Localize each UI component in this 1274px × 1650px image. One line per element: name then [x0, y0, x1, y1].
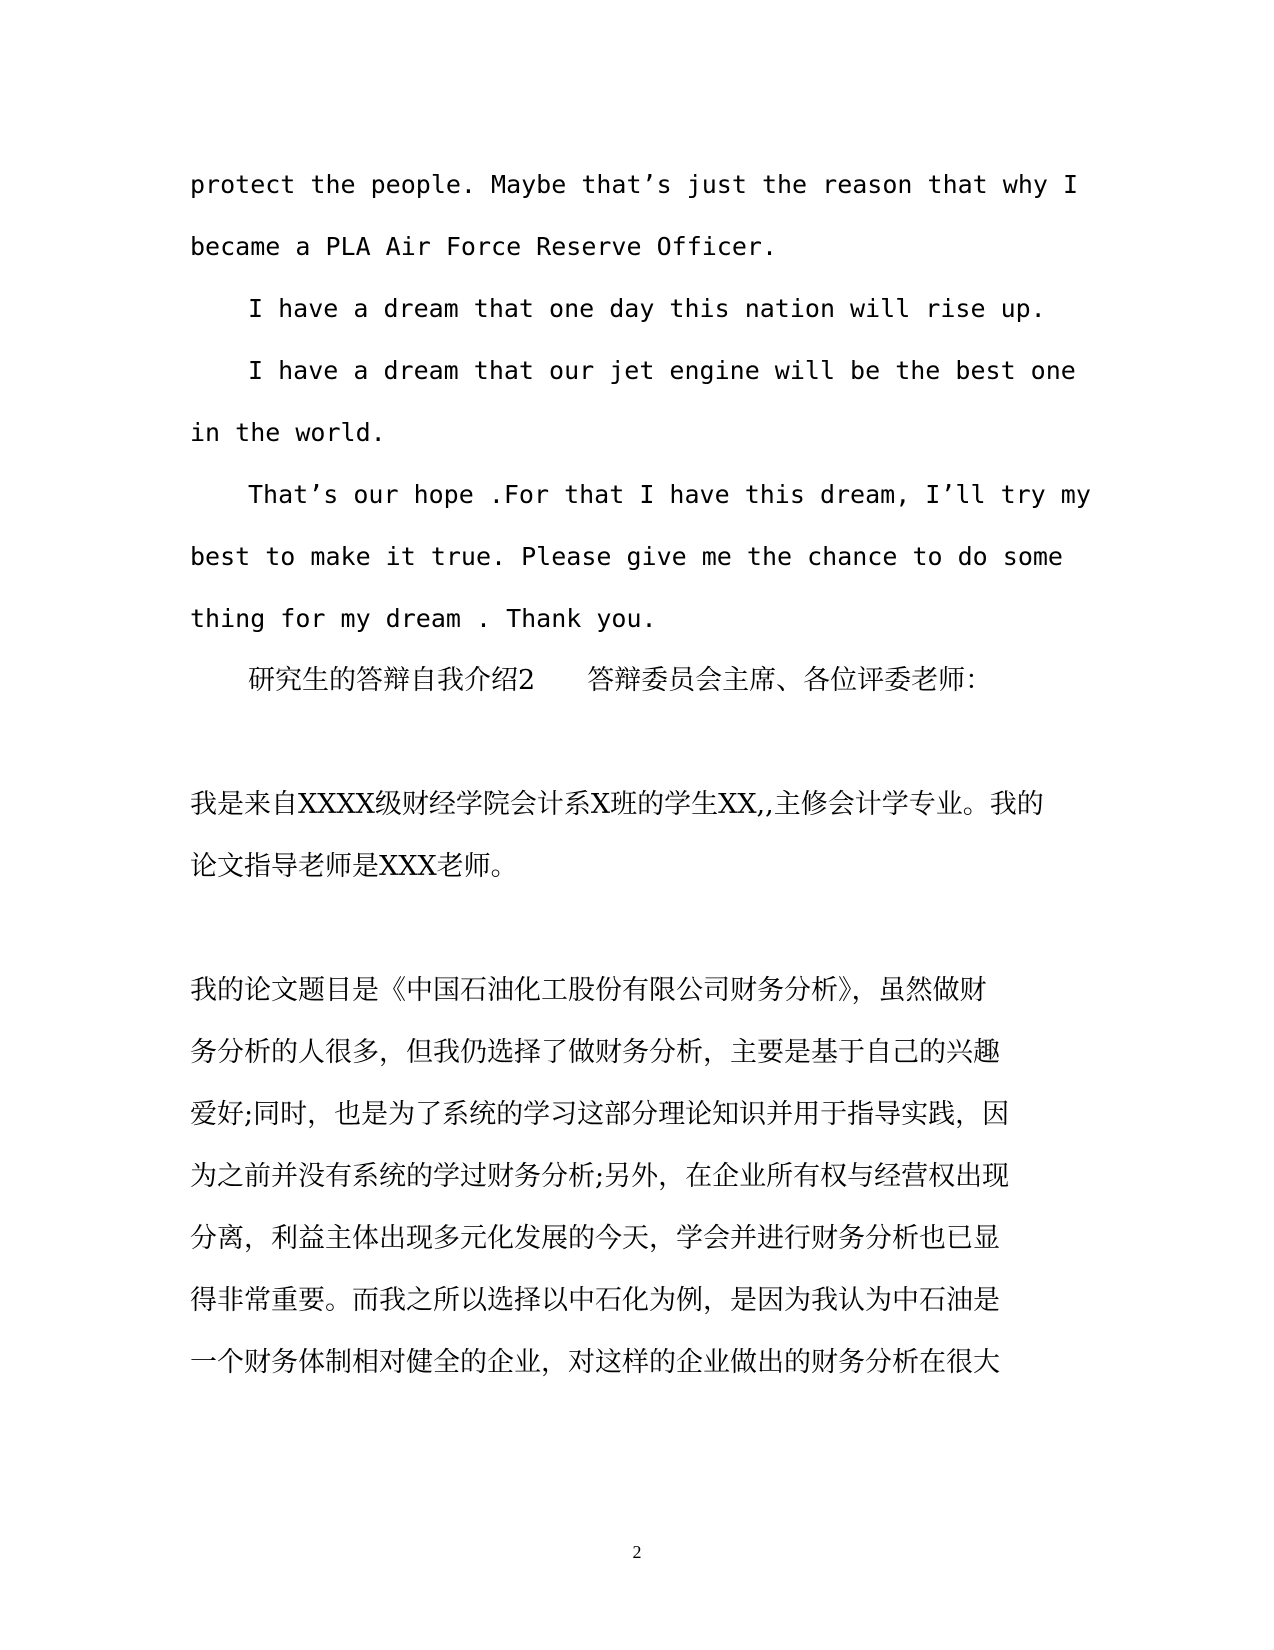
text-line: thing for my dream . Thank you.: [190, 604, 657, 633]
heading-title: 研究生的答辩自我介绍2: [248, 665, 536, 696]
text-line: protect the people. Maybe that’s just the reason that why I: [190, 170, 1079, 199]
text-line: in the world.: [190, 418, 386, 447]
text-line: 爱好;同时，也是为了系统的学习这部分理论知识并用于指导实践，因: [190, 1099, 1010, 1130]
text-line: 我的论文题目是《中国石油化工股份有限公司财务分析》，虽然做财: [190, 975, 987, 1006]
text-line: 一个财务体制相对健全的企业，对这样的企业做出的财务分析在很大: [190, 1347, 1000, 1378]
text-line: 分离，利益主体出现多元化发展的今天，学会并进行财务分析也已显: [190, 1223, 1000, 1254]
section-heading: [248, 664, 992, 698]
page-number: 2: [632, 1542, 642, 1562]
text-line: 为之前并没有系统的学过财务分析;另外，在企业所有权与经营权出现: [190, 1161, 1010, 1192]
heading-salutation: 答辩委员会主席、各位评委老师：: [587, 665, 993, 696]
text-line: became a PLA Air Force Reserve Officer.: [190, 232, 777, 261]
text-line: 务分析的人很多，但我仍选择了做财务分析，主要是基于自己的兴趣: [190, 1037, 1000, 1068]
text-line: best to make it true. Please give me the chance to do some: [190, 542, 1063, 571]
text-line: 得非常重要。而我之所以选择以中石化为例，是因为我认为中石油是: [190, 1285, 1000, 1316]
text-line: 论文指导老师是XXX老师。: [190, 851, 518, 882]
text-line: That’s our hope .For that I have this dream, I’ll try my: [248, 480, 1091, 509]
text-line: I have a dream that our jet engine will be the best one: [248, 356, 1076, 385]
text-line: 我是来自XXXX级财经学院会计系X班的学生XX,,主修会计学专业。我的: [190, 789, 1044, 820]
text-line: I have a dream that one day this nation will rise up.: [248, 294, 1046, 323]
